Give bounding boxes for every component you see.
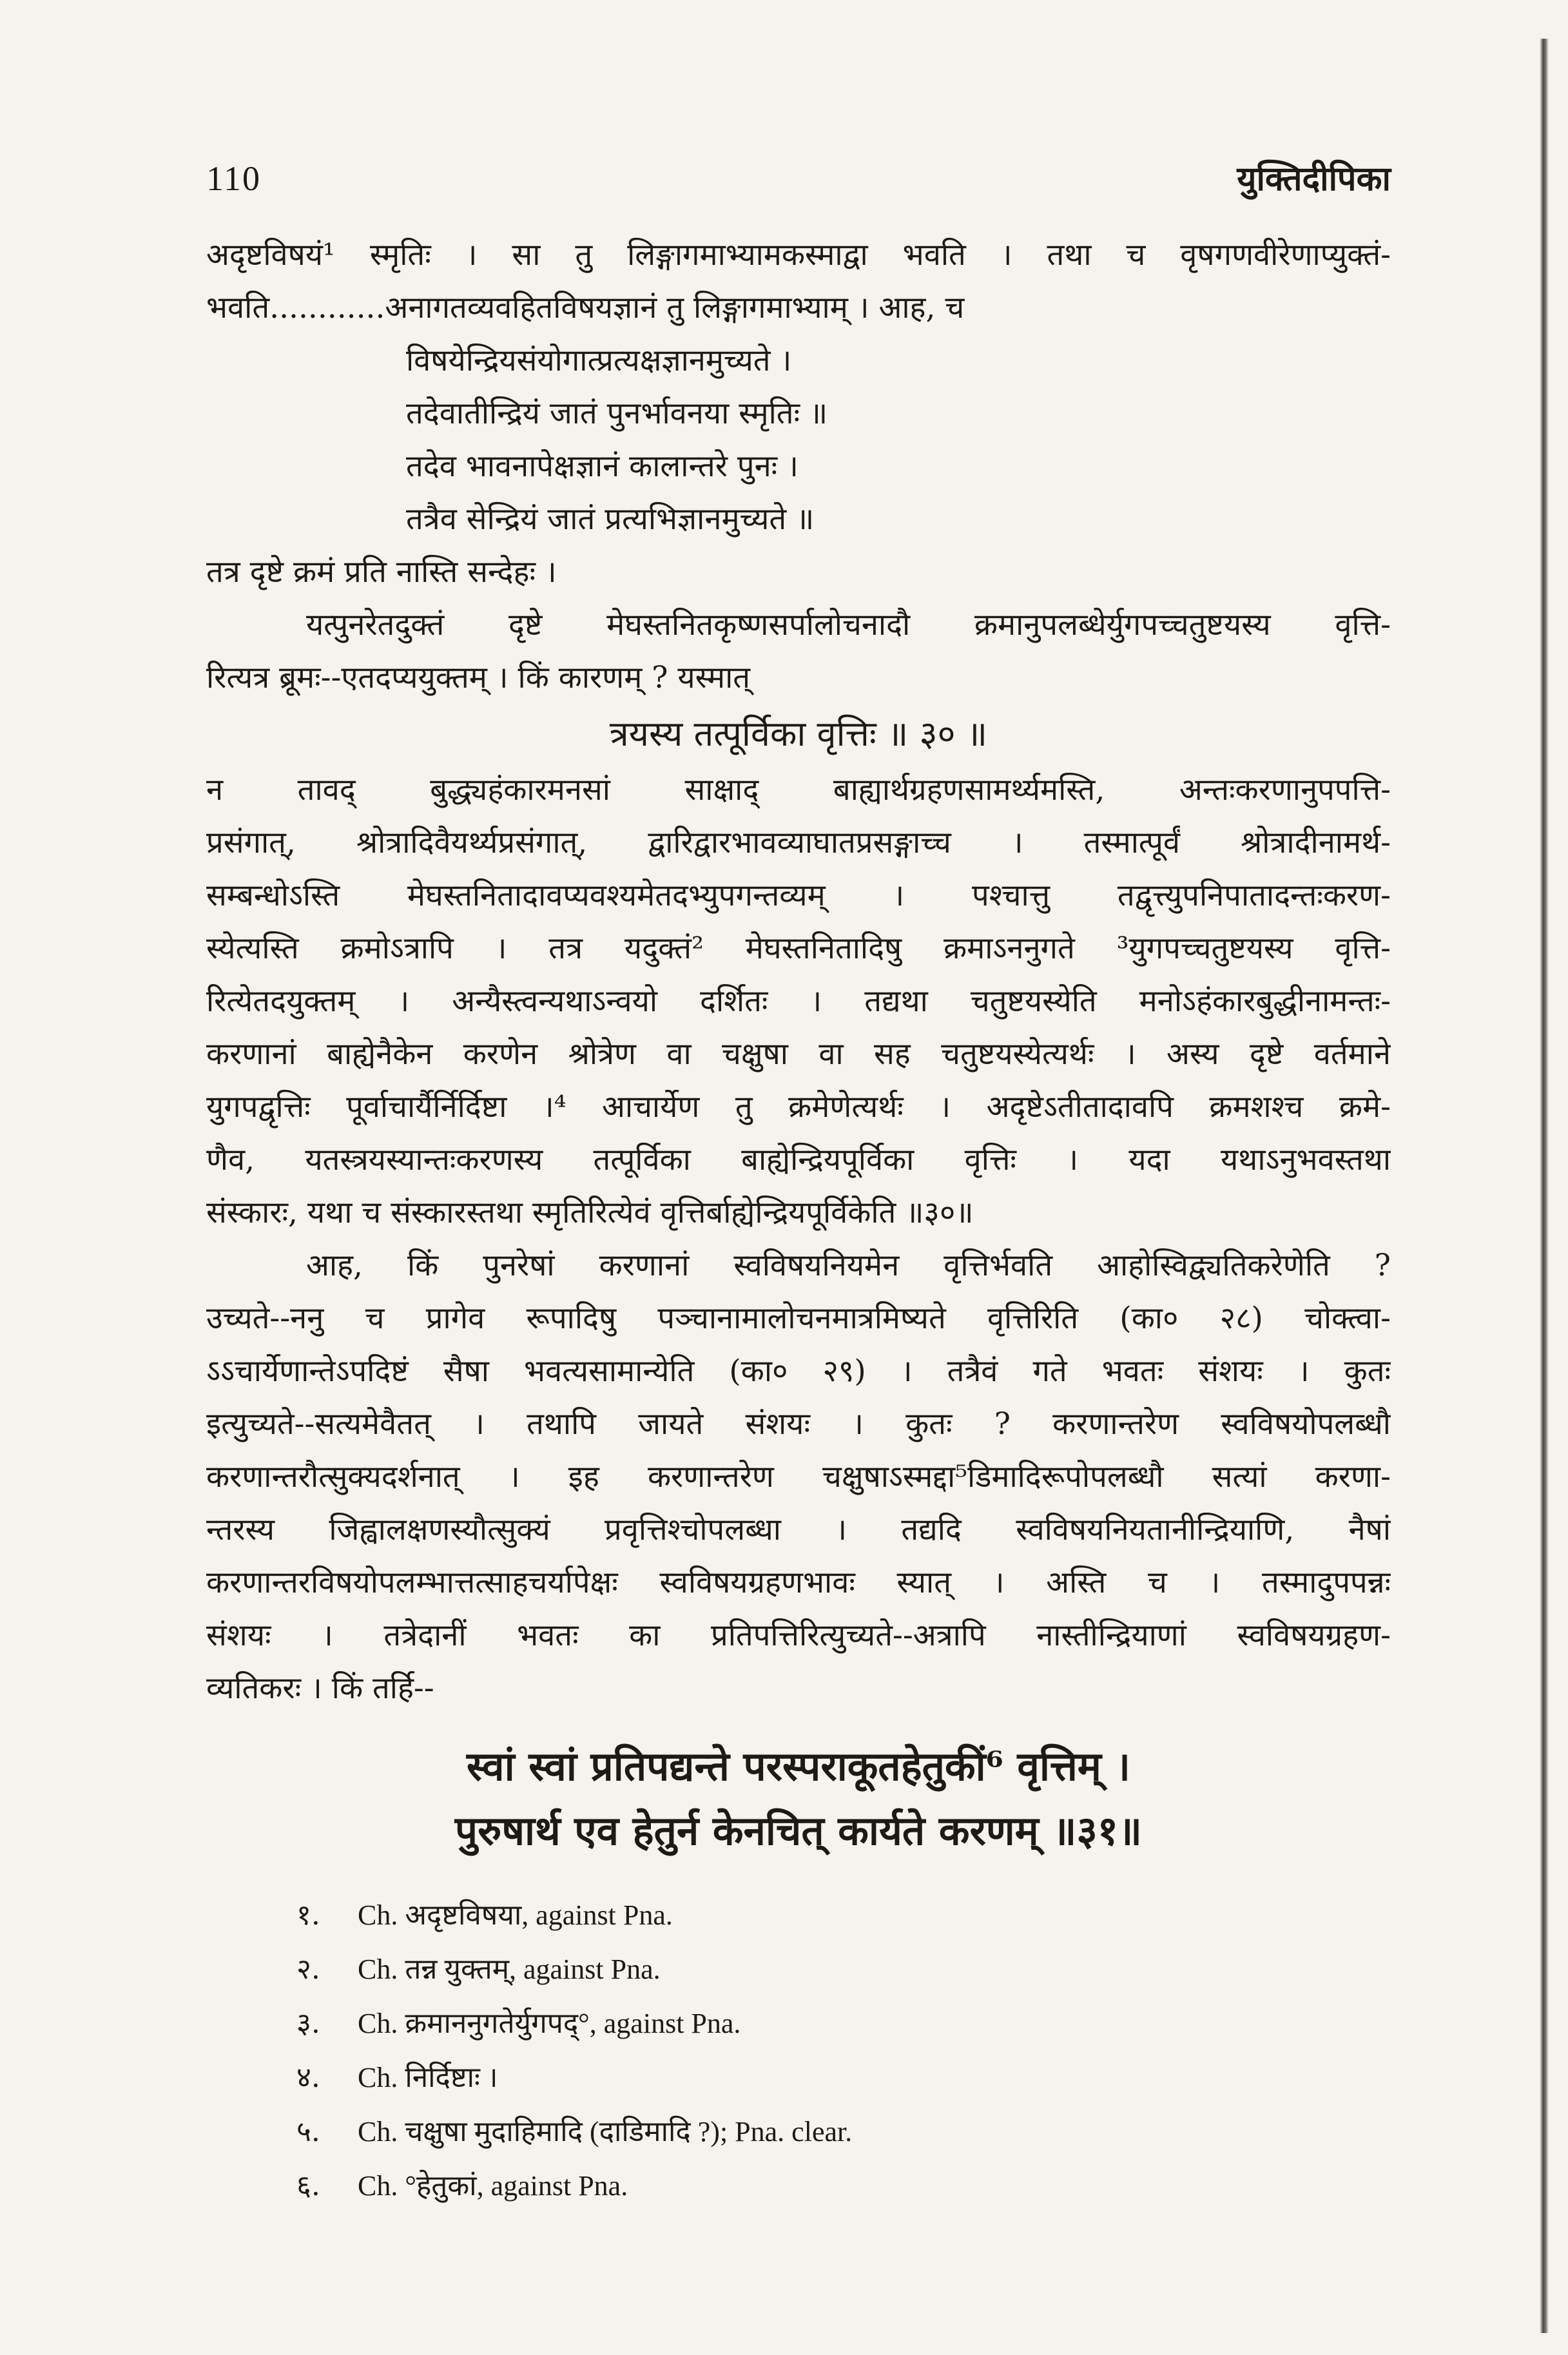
footnote-text: Ch. क्रमाननुगतेर्युगपद्°, against Pna.	[358, 2008, 741, 2039]
running-title: युक्तिदीपिका	[1237, 159, 1391, 199]
verse-line: विषयेन्द्रियसंयोगात्प्रत्यक्षज्ञानमुच्यते ।	[406, 343, 792, 378]
text-line: न्तरस्य जिह्वालक्षणस्यौत्सुक्यं प्रवृत्तिश्चोपलब्धा । तद्यदि स्वविषयनियतानीन्द्रियाणि, नैषां	[206, 1512, 1391, 1547]
footnote-number: ६.	[296, 2169, 320, 2202]
text-line: प्रसंगात्, श्रोत्रादिवैयर्थ्यप्रसंगात्, द्वारिद्वारभावव्याघातप्रसङ्गाच्च । तस्मात्पूर्वं श्रोत्रादीनामर्थ-	[206, 825, 1391, 860]
text-line: इत्युच्यते--सत्यमेवैतत् । तथापि जायते संशयः । कुतः ? करणान्तरेण स्वविषयोपलब्धौ	[206, 1406, 1391, 1442]
text-line: अदृष्टविषयं¹ स्मृतिः । सा तु लिङ्गागमाभ्यामकस्माद्वा भवति । तथा च वृषगणवीरेणाप्युक्तं-	[206, 237, 1391, 273]
footnote	[296, 1997, 1391, 2051]
text-line: व्यतिकरः । किं तर्हि--	[206, 1671, 434, 1706]
footnote	[296, 1888, 1391, 1943]
text-line: संशयः । तत्रेदानीं भवतः का प्रतिपत्तिरित्युच्यते--अत्रापि नास्तीन्द्रियाणां स्वविषयग्रहण-	[206, 1618, 1391, 1653]
footnote-text: Ch. तन्न युक्तम्, against Pna.	[358, 1953, 661, 1985]
karika-line: स्वां स्वां प्रतिपद्यन्ते परस्पराकूतहेतुकीं⁶ वृत्तिम् ।	[467, 1743, 1130, 1790]
text-line: करणानां बाह्येनैकेन करणेन श्रोत्रेण वा चक्षुषा वा सह चतुष्टयस्येत्यर्थः । अस्य दृष्टे वर्तमाने	[206, 1036, 1391, 1072]
text-line: भवति............अनागतव्यवहितविषयज्ञानं तु लिङ्गागमाभ्याम् । आह, च	[206, 290, 965, 325]
text-line: ऽऽचार्येणान्तेऽपदिष्टं सैषा भवत्यसामान्येति (का० २९) । तत्रैवं गते भवतः संशयः । कुतः	[206, 1353, 1391, 1389]
karika-line: पुरुषार्थ एव हेतुर्न केनचित् कार्यते करणम् ॥३१॥	[454, 1807, 1143, 1854]
footnotes	[296, 1888, 1391, 2213]
text-line: करणान्तरौत्सुक्यदर्शनात् । इह करणान्तरेण चक्षुषाऽस्मद्दा⁵डिमादिरूपोपलब्धौ सत्यां करणा-	[206, 1459, 1391, 1495]
page-number: 110	[206, 159, 261, 198]
footnote-number: ५.	[296, 2115, 320, 2148]
page-edge-shadow	[1540, 39, 1549, 2333]
paragraph	[206, 1239, 1391, 1715]
page-header	[206, 155, 1391, 213]
text-line: स्येत्यस्ति क्रमोऽत्रापि । तत्र यदुक्तं² मेघस्तनितादिषु क्रमाऽननुगते ³युगपच्चतुष्टयस्य वृत्ति-	[206, 931, 1391, 966]
text-line: रित्येतदयुक्तम् । अन्यैस्त्वन्यथाऽन्वयो दर्शितः । तद्यथा चतुष्टयस्येति मनोऽहंकारबुद्धीनामन्तः-	[206, 984, 1391, 1019]
main-text	[206, 229, 1391, 1863]
verse-line: तदेवातीन्द्रियं जातं पुनर्भावनया स्मृतिः ॥	[406, 396, 828, 431]
footnote-number: ४.	[296, 2061, 320, 2094]
text-line: रित्यत्र ब्रूमः--एतदप्ययुक्तम् । किं कारणम् ? यस्मात्	[206, 660, 751, 695]
text-line: न तावद् बुद्ध्यहंकारमनसां साक्षाद् बाह्यार्थग्रहणसामर्थ्यमस्ति, अन्तःकरणानुपपत्ति-	[206, 772, 1391, 808]
text-line: उच्यते--ननु च प्रागेव रूपादिषु पञ्चानामालोचनमात्रमिष्यते वृत्तिरिति (का० २८) चोक्त्वा-	[206, 1301, 1391, 1336]
footnote	[296, 1943, 1391, 1997]
text-line: आह, किं पुनरेषां करणानां स्वविषयनियमेन वृत्तिर्भवति आहोस्विद्व्यतिकरेणेति ?	[306, 1248, 1391, 1283]
karika-31	[206, 1734, 1391, 1863]
footnote-number: १.	[296, 1899, 320, 1932]
footnote-number: ३.	[296, 2007, 320, 2040]
text-line: करणान्तरविषयोपलम्भात्तत्साहचर्यापेक्षः स्वविषयग्रहणभावः स्यात् । अस्ति च । तस्मादुपपन्नः	[206, 1565, 1391, 1600]
footnote	[296, 2051, 1391, 2105]
text-line: संस्कारः, यथा च संस्कारस्तथा स्मृतिरित्येवं वृत्तिर्बाह्येन्द्रियपूर्विकेति ॥३०॥	[206, 1195, 974, 1230]
spacer	[206, 1715, 1391, 1734]
footnote-text: Ch. निर्दिष्टाः ।	[358, 2062, 498, 2093]
paragraph	[206, 764, 1391, 1239]
footnote	[296, 2159, 1391, 2213]
paragraph	[206, 599, 1391, 704]
footnote-number: २.	[296, 1953, 320, 1986]
footnote-text: Ch. चक्षुषा मुदाहिमादि (दाडिमादि ?); Pna. clear.	[358, 2116, 853, 2147]
verse-block	[206, 334, 1391, 546]
text-line: णैव, यतस्त्रयस्यान्तःकरणस्य तत्पूर्विका बाह्येन्द्रियपूर्विका वृत्तिः । यदा यथाऽनुभवस्तथा	[206, 1142, 1391, 1178]
footnote-text: Ch. अदृष्टविषया, against Pna.	[358, 1899, 673, 1931]
text-line: सम्बन्धोऽस्ति मेघस्तनितादावप्यवश्यमेतदभ्युपगन्तव्यम् । पश्चात्तु तद्वृत्त्युपनिपातादन्तःकरण-	[206, 878, 1391, 913]
footnote-text: Ch. °हेतुकां, against Pna.	[358, 2170, 628, 2202]
text-line: यत्पुनरेतदुक्तं दृष्टे मेघस्तनितकृष्णसर्पालोचनादौ क्रमानुपलब्धेर्युगपच्चतुष्टयस्य वृत्ति-	[306, 607, 1391, 643]
footnote	[296, 2105, 1391, 2159]
text-line: तत्र दृष्टे क्रमं प्रति नास्ति सन्देहः ।	[206, 554, 557, 590]
karika-30: त्रयस्य तत्पूर्विका वृत्तिः ॥ ३० ॥	[609, 713, 988, 754]
text-line: युगपद्वृत्तिः पूर्वाचार्यैर्निर्दिष्टा ।⁴ आचार्येण तु क्रमेणेत्यर्थः । अदृष्टेऽतीतादावपि क्रमशश्च क्रमे-	[206, 1089, 1391, 1125]
verse-line: तत्रैव सेन्द्रियं जातं प्रत्यभिज्ञानमुच्यते ॥	[406, 501, 815, 537]
verse-line: तदेव भावनापेक्षज्ञानं कालान्तरे पुनः ।	[406, 449, 799, 484]
